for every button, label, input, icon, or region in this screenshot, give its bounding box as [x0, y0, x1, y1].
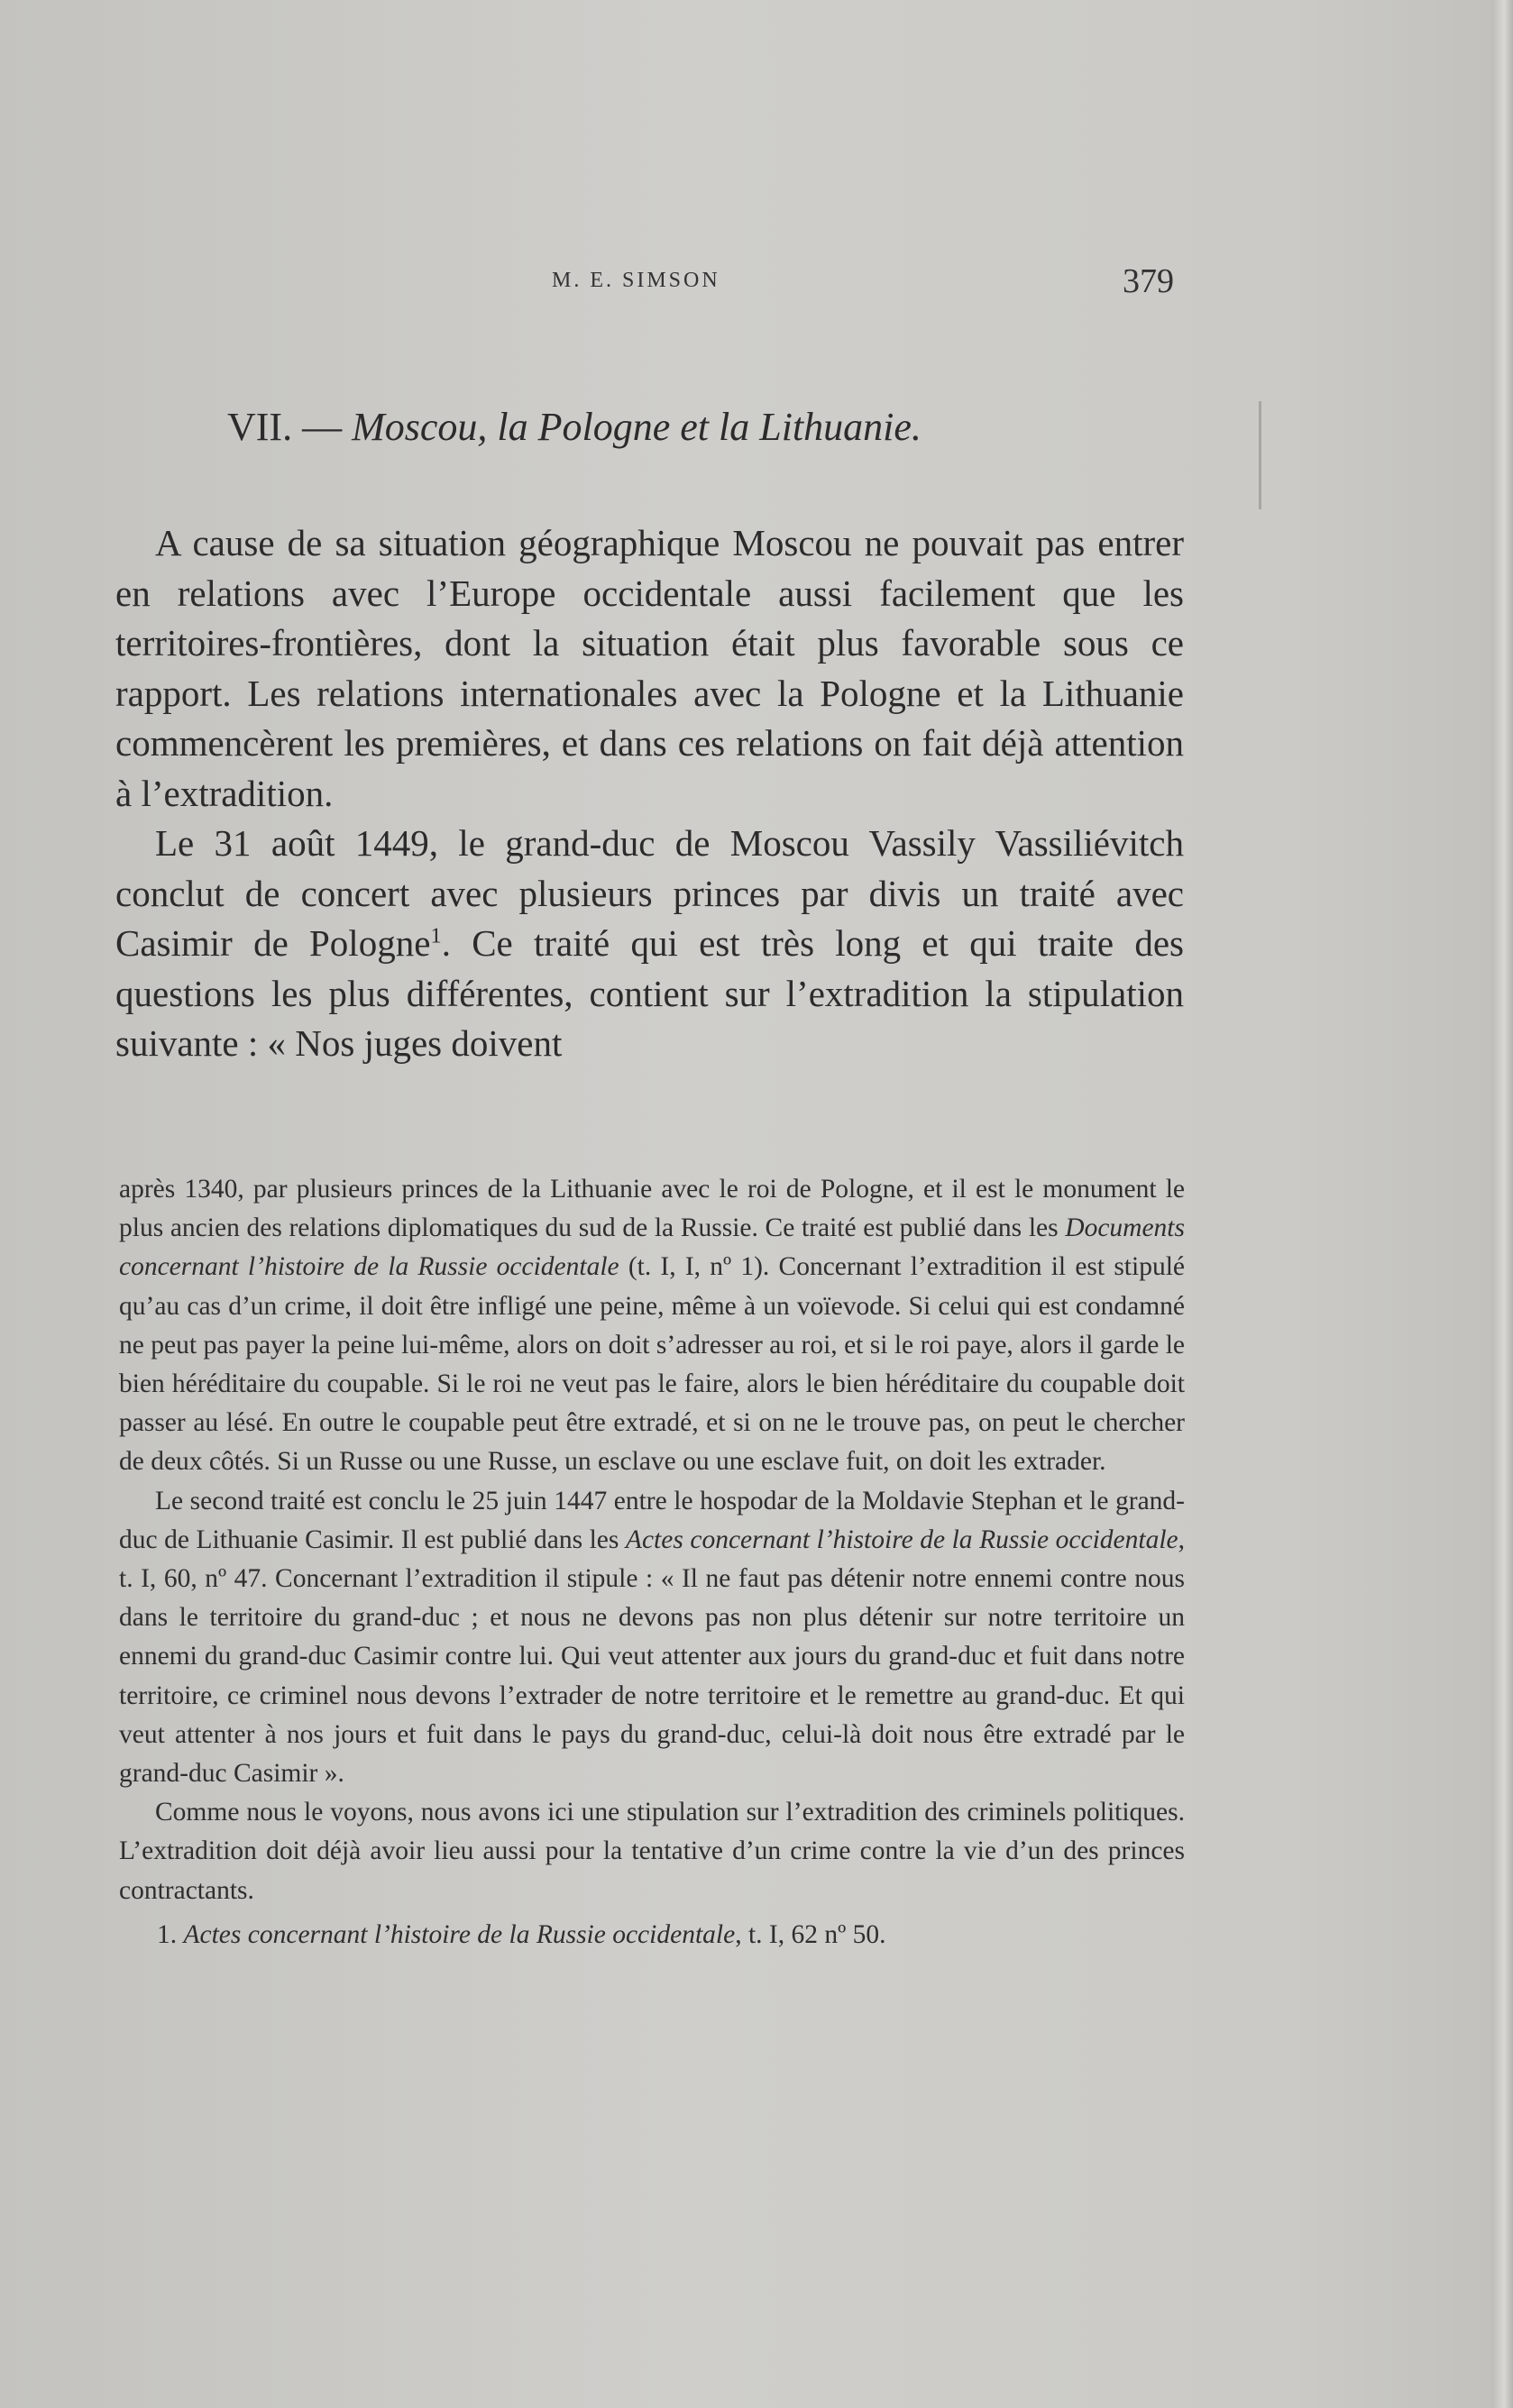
footnote-marker: 1.: [157, 1919, 178, 1949]
note-title: Actes concernant l’histoire de la Russie occidentale: [625, 1524, 1178, 1554]
margin-mark: [1259, 401, 1261, 509]
page-number: 379: [1123, 262, 1174, 300]
running-head: M. E. SIMSON: [552, 269, 720, 292]
note-text: Le second traité est conclu le 25 juin 1447 entre le hospodar de la Moldavie Stephan et le grand-duc de Lithuanie Casimir. Il est publié dans les: [119, 1486, 1185, 1554]
footnotes: [119, 1170, 1185, 1955]
footnote-1: [119, 1916, 1185, 1955]
paragraph-2-start: Le 31 août 1449, le grand-duc de Moscou Vassily Vassiliévitch conclut de concert avec plusieurs princes par divis un traité avec Casimir de Pologne: [115, 822, 1184, 964]
paragraph-1: A cause de sa situation géographique Moscou ne pouvait pas entrer en relations avec l’Europe occidentale aussi facilement que les territoires-frontières, dont la situation était plus favorable sous ce rapport. Les relations internationales avec la Pologne et la Lithuanie commencèrent les premières, et dans ces relations on fait déjà attention à l’extradition.: [115, 522, 1184, 814]
section-number: VII. —: [227, 405, 343, 449]
note-text: (t. I, I, nº 1). Concernant l’extradition il est stipulé qu’au cas d’un crime, il doit être infligé une peine, même à un voïevode. Si celui qui est condamné ne peut pas payer la peine lui-même, alors on doit s’adresser au roi, et si le roi paye, alors il garde le bien héréditaire du coupable. Si le roi ne veut pas le faire, alors le bien héréditaire du coupable doit passer au lésé. En outre le coupable peut être extradé, et si on ne le trouve pas, on peut le chercher de deux côtés. Si un Russe ou une Russe, un esclave ou une esclave fuit, on doit les extrader.: [119, 1252, 1185, 1477]
note-text: après 1340, par plusieurs princes de la Lithuanie avec le roi de Pologne, et il est le monument le plus ancien des relations diplomatiques du sud de la Russie. Ce traité est publié dans les: [119, 1175, 1185, 1243]
note-title: Documents concernant l’histoire de la Russie occidentale: [119, 1213, 1185, 1282]
note-text: , t. I, 60, nº 47. Concernant l’extradition il stipule : « Il ne faut pas détenir notre ennemi contre nous dans le territoire du grand-duc ; et nous ne devons pas non plus détenir sur notre territoire un ennemi du grand-duc Casimir contre lui. Qui veut attenter aux jours du grand-duc et fuit dans notre territoire, ce criminel nous devons l’extrader de notre territoire et le remettre au grand-duc. Et qui veut attenter à nos jours et fuit dans le pays du grand-duc, celui-là doit nous être extradé par le grand-duc Casimir ».: [119, 1524, 1185, 1789]
footnote-reference: 1: [430, 923, 442, 948]
page-header: [0, 261, 1513, 298]
footnote-title: Actes concernant l’histoire de la Russie occidentale: [183, 1919, 736, 1949]
footnote-text: , t. I, 62 nº 50.: [735, 1919, 886, 1949]
note-continuation: [119, 1170, 1185, 1482]
paragraph-2-end: . Ce traité qui est très long et qui traite des questions les plus différentes, contient sur l’extradition la stipulation suivante : « Nos juges doivent: [115, 922, 1184, 1064]
main-text: [115, 518, 1184, 1069]
note-conclusion: Comme nous le voyons, nous avons ici une stipulation sur l’extradition des criminels politiques. L’extradition doit déjà avoir lieu aussi pour la tentative d’un crime contre la vie d’un des princes contractants.: [119, 1798, 1185, 1905]
section-heading: Moscou, la Pologne et la Lithuanie.: [352, 405, 922, 449]
section-title: [227, 404, 1219, 450]
paragraph-2: [115, 819, 1184, 1069]
note-second-treaty: [119, 1482, 1185, 1794]
page-edge: [1491, 0, 1513, 2408]
